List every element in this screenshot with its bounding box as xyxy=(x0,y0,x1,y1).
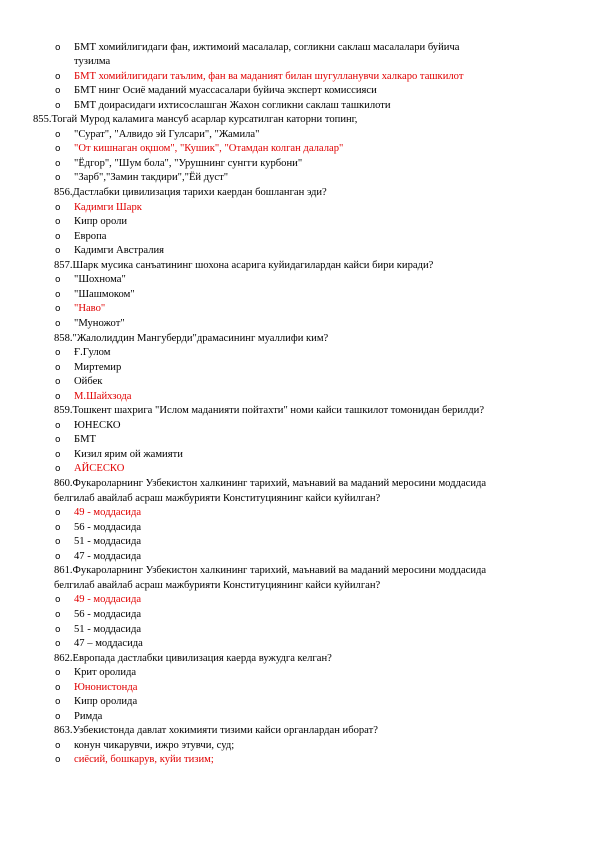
bullet-marker: o xyxy=(55,420,61,431)
answer-option: 56 - моддасида xyxy=(74,608,142,620)
question-text: 861.Фукароларнинг Узбекистон халкининг тарихий, маънавий ва маданий меросини моддасида xyxy=(54,565,487,577)
bullet-marker: o xyxy=(55,595,61,606)
bullet-marker: o xyxy=(55,668,61,679)
answer-option: "Шашмоком" xyxy=(74,288,135,300)
question-text: 858."Жалолиддин Мангуберди"драмасининг муаллифи ким? xyxy=(54,332,329,344)
question-text: 860.Фукароларнинг Узбекистон халкининг тарихий, маънавий ва маданий меросини моддасида xyxy=(54,478,487,489)
bullet-marker: o xyxy=(55,609,61,620)
answer-option: ЮНЕСКО xyxy=(74,419,121,431)
bullet-marker: o xyxy=(55,362,61,373)
answer-option: 47 – моддасида xyxy=(74,638,143,650)
bullet-marker: o xyxy=(55,537,61,548)
question-text: тузилма xyxy=(74,56,111,68)
bullet-marker: o xyxy=(55,624,61,635)
answer-option: "Шохнома" xyxy=(74,274,126,286)
bullet-marker: o xyxy=(55,464,61,475)
answer-option: Кадимги Шарк xyxy=(74,201,142,213)
answer-option: Кадимги Австралия xyxy=(74,245,165,257)
answer-option: 49 - моддасида xyxy=(74,594,142,606)
bullet-marker: o xyxy=(55,86,61,97)
question-text: белгилаб авайлаб асраш мажбурияти Конституциянинг кайси куйилган? xyxy=(54,492,381,504)
answer-option: "Ёдгор", "Шум бола", "Урушнинг сунгги курбони" xyxy=(74,157,303,169)
bullet-marker: o xyxy=(55,639,61,650)
bullet-marker: o xyxy=(55,217,61,228)
answer-option: Европа xyxy=(74,230,107,242)
answer-option: Юнонистонда xyxy=(74,681,138,693)
bullet-marker: o xyxy=(55,318,61,329)
answer-option: Кипр ороли xyxy=(74,216,128,228)
question-text: белгилаб авайлаб асраш мажбурияти Конституциянинг кайси куйилган? xyxy=(54,579,381,591)
question-text: 859.Тошкент шахрига "Ислом маданияти пойтахти" номи кайси ташкилот томонидан берилди? xyxy=(54,405,485,417)
bullet-marker: o xyxy=(55,202,61,213)
bullet-marker: o xyxy=(55,508,61,519)
bullet-marker: o xyxy=(55,377,61,388)
bullet-marker: o xyxy=(55,289,61,300)
answer-option: 51 - моддасида xyxy=(74,536,142,548)
bullet-marker: o xyxy=(55,391,61,402)
bullet-marker: o xyxy=(55,522,61,533)
bullet-marker: o xyxy=(55,42,61,53)
bullet-marker: o xyxy=(55,755,61,766)
bullet-marker: o xyxy=(55,449,61,460)
answer-option: БМТ доирасидаги ихтисослашган Жахон согликни саклаш ташкилоти xyxy=(74,99,391,111)
question-text: 856.Дастлабки цивилизация тарихи каердан бошланган эди? xyxy=(54,187,327,198)
bullet-marker: o xyxy=(55,158,61,169)
bullet-marker: o xyxy=(55,682,61,693)
answer-option: АЙСЕСКО xyxy=(74,463,125,475)
question-text: 863.Узбекистонда давлат хокимияти тизими кайси органлардан иборат? xyxy=(54,725,378,737)
bullet-marker: o xyxy=(55,173,61,184)
bullet-marker: o xyxy=(55,348,61,359)
answer-option: Ойбек xyxy=(74,376,103,388)
bullet-marker: o xyxy=(55,711,61,722)
bullet-marker: o xyxy=(55,275,61,286)
question-text: 862.Европада дастлабки цивилизация каерда вужудга келган? xyxy=(54,652,332,664)
answer-option: БМТ хомийлигидаги таълим, фан ва маданият билан шугулланувчи халкаро ташкилот xyxy=(74,70,464,82)
answer-option: БМТ xyxy=(74,434,96,446)
answer-option: "Зарб","Замин такдири","Ёй дуст" xyxy=(74,172,229,184)
answer-option: сиёсий, бошкарув, куйи тизим; xyxy=(74,754,214,766)
answer-option: "От кишнаган оқшом", "Кушик", "Отамдан колган далалар" xyxy=(74,143,344,155)
answer-option: "Сурат", "Алвидо эй Гулсари", "Жамила" xyxy=(74,128,260,140)
bullet-marker: o xyxy=(55,100,61,111)
answer-option: конун чикарувчи, ижро этувчи, суд; xyxy=(74,739,235,751)
bullet-marker: o xyxy=(55,740,61,751)
answer-option: 47 - моддасида xyxy=(74,550,142,562)
answer-option: Кизил ярим ой жамияти xyxy=(74,448,183,460)
answer-option: Кипр оролида xyxy=(74,696,138,708)
answer-option: "Муножот" xyxy=(74,317,125,329)
answer-option: Миртемир xyxy=(74,361,122,373)
question-text: 857.Шарк мусика санъатининг шохона асарига куйидагилардан кайси бири киради? xyxy=(54,259,434,271)
answer-option: БМТ нинг Осиё маданий муассасалари буйича эксперт комиссияси xyxy=(74,85,377,97)
bullet-marker: o xyxy=(55,435,61,446)
answer-option: 56 - моддасида xyxy=(74,521,142,533)
answer-option: "Наво" xyxy=(74,303,106,315)
answer-option: Ғ.Гулом xyxy=(74,347,111,359)
answer-option: Крит оролида xyxy=(74,667,137,679)
answer-option: М.Шайхзода xyxy=(74,390,132,402)
bullet-marker: o xyxy=(55,71,61,82)
bullet-marker: o xyxy=(55,551,61,562)
bullet-marker: o xyxy=(55,304,61,315)
answer-option: Римда xyxy=(74,710,103,722)
bullet-marker: o xyxy=(55,697,61,708)
question-text: 855.Тогай Мурод каламига мансуб асарлар курсатилган каторни топинг, xyxy=(33,114,358,126)
bullet-marker: o xyxy=(55,246,61,257)
bullet-marker: o xyxy=(55,231,61,242)
answer-option: БМТ хомийлигидаги фан, ижтимоий масалалар, согликни саклаш масалалари буйича xyxy=(74,41,460,53)
answer-option: 51 - моддасида xyxy=(74,623,142,635)
bullet-marker: o xyxy=(55,129,61,140)
bullet-marker: o xyxy=(55,144,61,155)
answer-option: 49 - моддасида xyxy=(74,507,142,519)
